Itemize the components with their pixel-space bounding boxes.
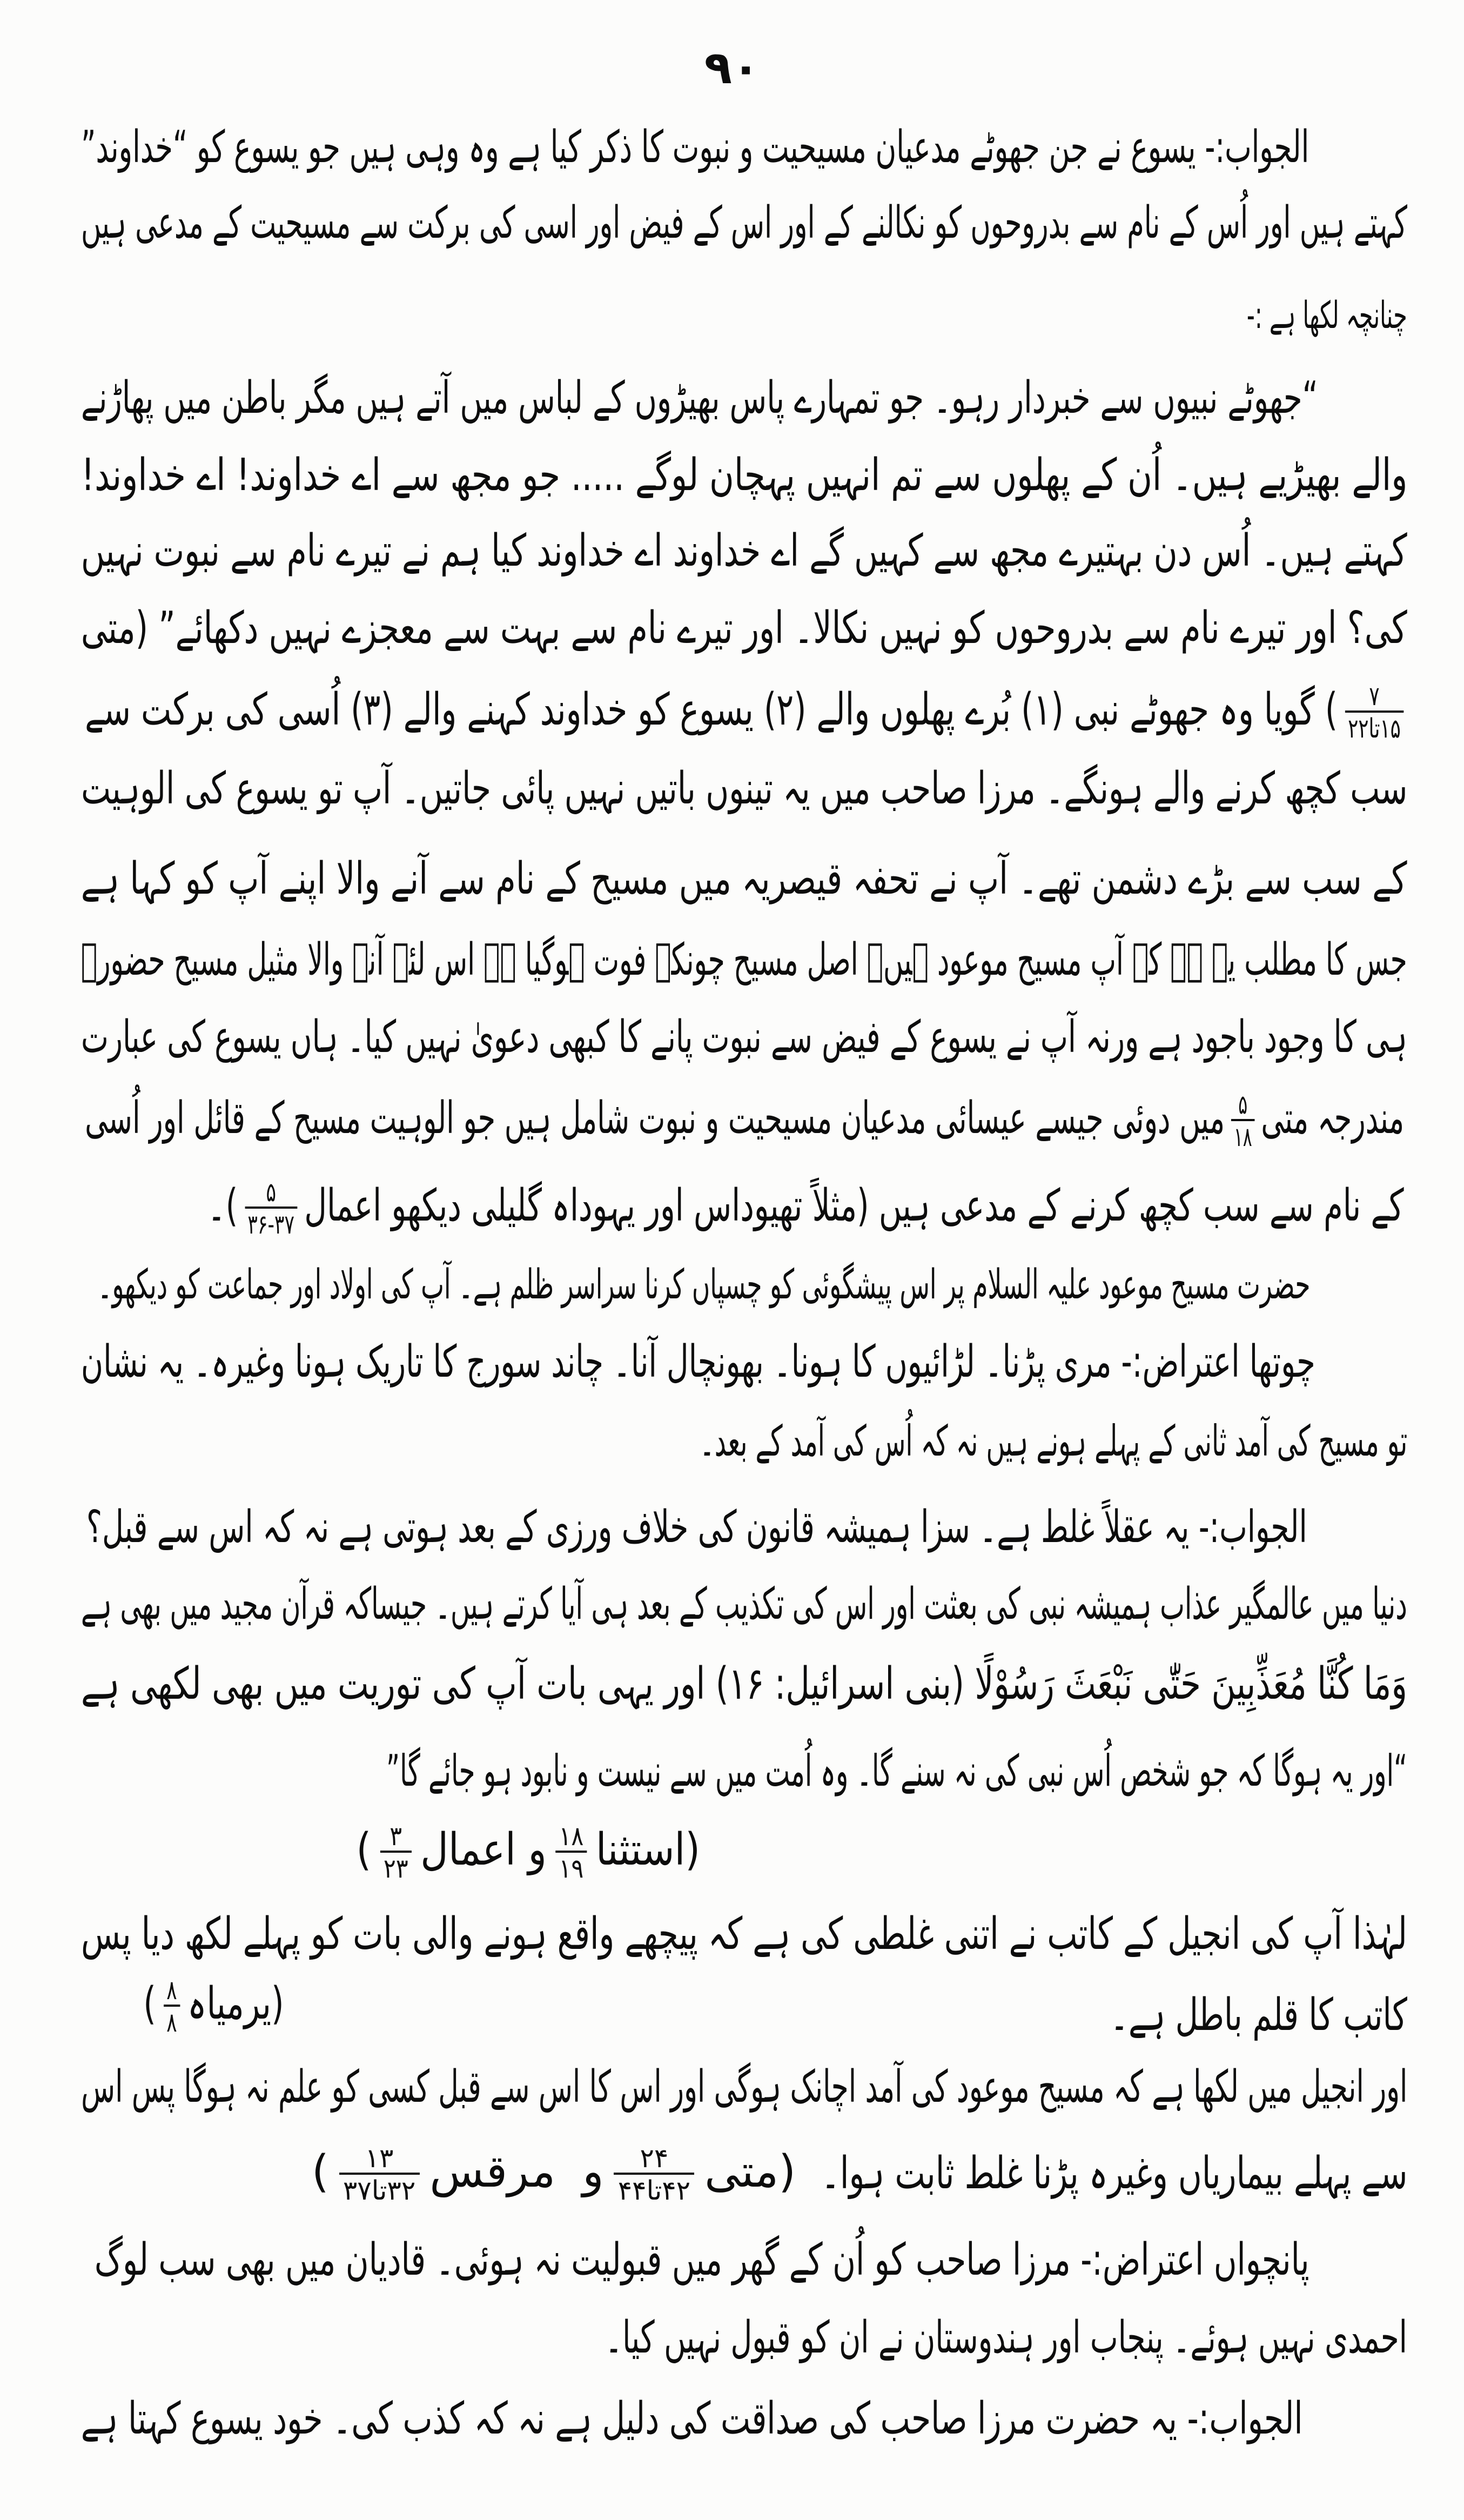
text-line: سب کچھ کرنے والے ہونگے۔ مرزا صاحب میں یہ تینوں باتیں نہیں پائی جاتیں۔ آپ تو یسوع کی الوہیت bbox=[80, 762, 1407, 814]
text-line: “جھوٹے نبیوں سے خبردار رہو۔ جو تمہارے پاس بھیڑوں کے لباس میں آتے ہیں مگر باطن میں پھاڑنے bbox=[81, 372, 1318, 424]
reference-verses: ۳۲تا۳۷ bbox=[339, 2173, 420, 2205]
objection-4-line bbox=[700, 1400, 1407, 1482]
citation-mid: و اعمال bbox=[420, 1824, 547, 1875]
text-line: کہتے ہیں اور اُس کے نام سے بدروحوں کو نکالنے کے اور اس کے فیض اور اسی کی برکت سے مسیحیت کے مدعی ہیں bbox=[80, 197, 1407, 249]
text-line-row bbox=[81, 748, 1407, 829]
text-line-row bbox=[81, 997, 1407, 1078]
citation-close: ) bbox=[356, 1824, 372, 1875]
text-segment: میں دوئی جیسے عیسائی مدعیان مسیحیت و نبوت شامل ہیں جو الوہیت مسیح کے قائل اور اُسی bbox=[84, 1092, 1225, 1144]
text-line-row bbox=[204, 1167, 1407, 1248]
quote-line bbox=[81, 511, 1407, 592]
citation-close: ) bbox=[143, 1978, 156, 2029]
text-line-row bbox=[81, 920, 1407, 1001]
text-segment: ) گویا وہ جھوٹے نبی (۱) بُرے پھلوں والے (۲) یسوع کو خداوند کہنے والے (۳) اُسی کی برکت سے bbox=[85, 683, 1338, 735]
text-line: “اور یہ ہوگا کہ جو شخص اُس نبی کی نہ سنے گا۔ وہ اُمت میں سے نیست و نابود ہو جائے گا” bbox=[386, 1745, 1407, 1796]
reference-verses: ۴۲تا۴۴ bbox=[614, 2173, 694, 2205]
text-line: والے بھیڑیے ہیں۔ اُن کے پھلوں سے تم انہیں پہچان لوگے ..... جو مجھ سے اے خداوند! اے خداوند! bbox=[80, 449, 1407, 501]
scripture-reference-fraction bbox=[339, 2143, 420, 2205]
text-line-row bbox=[81, 1080, 1407, 1161]
text-line: دنیا میں عالمگیر عذاب ہمیشہ نبی کی بعثت اور اس کی تکذیب کے بعد ہی آیا کرتے ہیں۔ جیساکہ قرآن مجید میں بھی ہے bbox=[81, 1579, 1407, 1630]
quote-line bbox=[386, 1730, 1407, 1811]
reference-verses: ۲۳ bbox=[380, 1851, 412, 1883]
reference-chapter: ۵ bbox=[265, 1176, 276, 1208]
text-line bbox=[204, 1176, 1407, 1239]
objection-5-line bbox=[605, 2297, 1407, 2378]
text-line: سے پہلے بیماریاں وغیرہ پڑنا غلط ثابت ہوا۔ bbox=[821, 2147, 1407, 2199]
text-line bbox=[81, 1089, 1407, 1152]
text-line: وَمَا كُنَّا مُعَذِّبِينَ حَتّٰى نَبْعَثَ رَسُوْلًا (بنی اسرائیل: ۱۶) اور یہی بات آپ کی توریت میں بھی لکھی ہے bbox=[81, 1658, 1407, 1710]
text-line: کی؟ اور تیرے نام سے بدروحوں کو نہیں نکالا۔ اور تیرے نام سے بہت سے معجزے نہیں دکھائے” (متی bbox=[81, 602, 1407, 654]
text-line: احمدی نہیں ہوئے۔ پنجاب اور ہندوستان نے ان کو قبول نہیں کیا۔ bbox=[605, 2311, 1407, 2363]
reference-verses: ۱۵تا۲۲ bbox=[1345, 711, 1404, 743]
text-line: کے سب سے بڑے دشمن تھے۔ آپ نے تحفہ قیصریہ میں مسیح کے نام سے آنے والا اپنے آپ کو کہا ہے bbox=[81, 853, 1407, 904]
text-segment: کے نام سے سب کچھ کرنے کے مدعی ہیں (مثلاً تھیوداس اور یہوداہ گلیلی دیکھو اعمال bbox=[304, 1179, 1404, 1231]
text-line: حضرت مسیح موعود علیہ السلام پر اس پیشگوئی کو چسپاں کرنا سراسر ظلم ہے۔ آپ کی اولاد اور جماعت کو دیکھو۔ bbox=[97, 1260, 1310, 1308]
objection-4-line bbox=[81, 1322, 1315, 1403]
reference-chapter: ۱۳ bbox=[365, 2142, 394, 2174]
reference-chapter: ۲۴ bbox=[640, 2142, 669, 2174]
reference-line bbox=[139, 1965, 288, 2046]
text-line-row bbox=[821, 2133, 1407, 2214]
text-line-row bbox=[81, 1894, 1407, 1975]
text-segment: مندرجہ متی bbox=[1260, 1092, 1404, 1144]
text-line-row bbox=[1247, 276, 1407, 357]
answer-heading-line bbox=[81, 107, 1309, 188]
quote-line bbox=[81, 435, 1407, 516]
scripture-reference-fraction bbox=[1345, 681, 1404, 743]
text-line-row bbox=[81, 2047, 1407, 2128]
scripture-reference-fraction bbox=[555, 1821, 587, 1883]
text-line: پانچواں اعتراض:- مرزا صاحب کو اُن کے گھر میں قبولیت نہ ہوئی۔ قادیان میں بھی سب لوگ bbox=[95, 2234, 1309, 2286]
text-line: الجواب:- یسوع نے جن جھوٹے مدعیان مسیحیت و نبوت کا ذکر کیا ہے وہ وہی ہیں جو یسوع کو “خداوند” bbox=[80, 121, 1309, 173]
text-line: الجواب:- یہ عقلاً غلط ہے۔ سزا ہمیشہ قانون کی خلاف ورزی کے بعد ہوتی ہے نہ کہ اس سے قبل؟ bbox=[86, 1501, 1307, 1553]
text-line: اور انجیل میں لکھا ہے کہ مسیح موعود کی آمد اچانک ہوگی اور اس کا اس سے قبل کسی کو علم نہ ہوگا پس اس bbox=[80, 2061, 1407, 2113]
answer-heading-line bbox=[86, 1487, 1307, 1568]
objection-5-line bbox=[95, 2220, 1309, 2301]
reference-verses: ۱۹ bbox=[555, 1851, 587, 1883]
citation-open: (یرمیاہ bbox=[187, 1978, 284, 2029]
text-line-row bbox=[1110, 1975, 1407, 2056]
text-line: لہٰذا آپ کی انجیل کے کاتب نے اتنی غلطی کی ہے کہ پیچھے واقع ہونے والی بات کو پہلے لکھ دیا پس bbox=[81, 1908, 1407, 1960]
text-line: کہتے ہیں۔ اُس دن بہتیرے مجھ سے کہیں گے اے خداوند اے خداوند کیا ہم نے تیرے نام سے نبوت نہیں bbox=[81, 525, 1407, 577]
scripture-reference-fraction bbox=[164, 1975, 180, 2037]
text-line bbox=[81, 680, 1407, 743]
text-line: کاتب کا قلم باطل ہے۔ bbox=[1110, 1989, 1407, 2041]
quran-verse-line bbox=[81, 1644, 1407, 1725]
citation bbox=[352, 1820, 705, 1884]
page-number: ۹۰ bbox=[704, 41, 760, 94]
reference-chapter: ۳ bbox=[389, 1820, 402, 1852]
reference-chapter: ۷ bbox=[1369, 680, 1380, 712]
text-line-row bbox=[81, 1564, 1407, 1645]
reference-chapter: ۵ bbox=[1238, 1089, 1247, 1121]
scripture-reference-fraction bbox=[614, 2143, 694, 2205]
reference-line bbox=[306, 2133, 801, 2214]
text-line-row bbox=[81, 839, 1407, 920]
citation-close: ) bbox=[311, 2146, 329, 2197]
citation bbox=[306, 2142, 801, 2206]
text-line-row bbox=[97, 1244, 1310, 1325]
text-line: ہی کا وجود باجود ہے ورنہ آپ نے یسوع کے فیض سے نبوت پانے کا کبھی دعویٰ نہیں کیا۔ ہاں یسوع کی عبارت bbox=[81, 1011, 1407, 1063]
text-line: تو مسیح کی آمد ثانی کے پہلے ہونے ہیں نہ کہ اُس کی آمد کے بعد۔ bbox=[699, 1416, 1407, 1466]
scripture-reference-fraction bbox=[380, 1821, 412, 1883]
text-line: چنانچہ لکھا ہے :- bbox=[1247, 294, 1407, 338]
text-line-row bbox=[81, 183, 1407, 264]
reference-chapter: ۱۸ bbox=[559, 1820, 584, 1852]
answer-heading-line bbox=[81, 2378, 1303, 2459]
reference-verses: ۱۸ bbox=[1231, 1119, 1254, 1151]
reference-line bbox=[352, 1811, 705, 1892]
text-line: جس کا مطلب یہ ہے کہ آپ مسیح موعود ہیں۔ اصل مسیح چونکہ فوت ہوگیا ہے اس لئے آنے والا مثیل مسیح حضورؑ bbox=[81, 934, 1407, 986]
scripture-reference-fraction bbox=[245, 1177, 297, 1239]
quote-line bbox=[81, 588, 1407, 669]
text-line: چوتھا اعتراض:- مری پڑنا۔ لڑائیوں کا ہونا۔ بھونچال آنا۔ چاند سورج کا تاریک ہونا وغیرہ۔ یہ نشان bbox=[81, 1336, 1315, 1388]
quote-line bbox=[81, 358, 1318, 439]
reference-verses: ۸ bbox=[164, 2005, 180, 2037]
reference-chapter: ۸ bbox=[166, 1974, 177, 2006]
text-line: الجواب:- یہ حضرت مرزا صاحب کی صداقت کی دلیل ہے نہ کہ کذب کی۔ خود یسوع کہتا ہے bbox=[81, 2392, 1303, 2444]
text-segment: )۔ bbox=[207, 1179, 238, 1231]
text-line-row bbox=[81, 671, 1407, 752]
citation-mid: و مرقس bbox=[429, 2146, 604, 2197]
reference-verses: ۳۶-۳۷ bbox=[245, 1207, 297, 1239]
citation-open: (استثنا bbox=[596, 1824, 701, 1875]
scripture-reference-fraction bbox=[1231, 1090, 1254, 1151]
citation bbox=[139, 1974, 288, 2038]
citation-open: (متی bbox=[704, 2146, 796, 2197]
